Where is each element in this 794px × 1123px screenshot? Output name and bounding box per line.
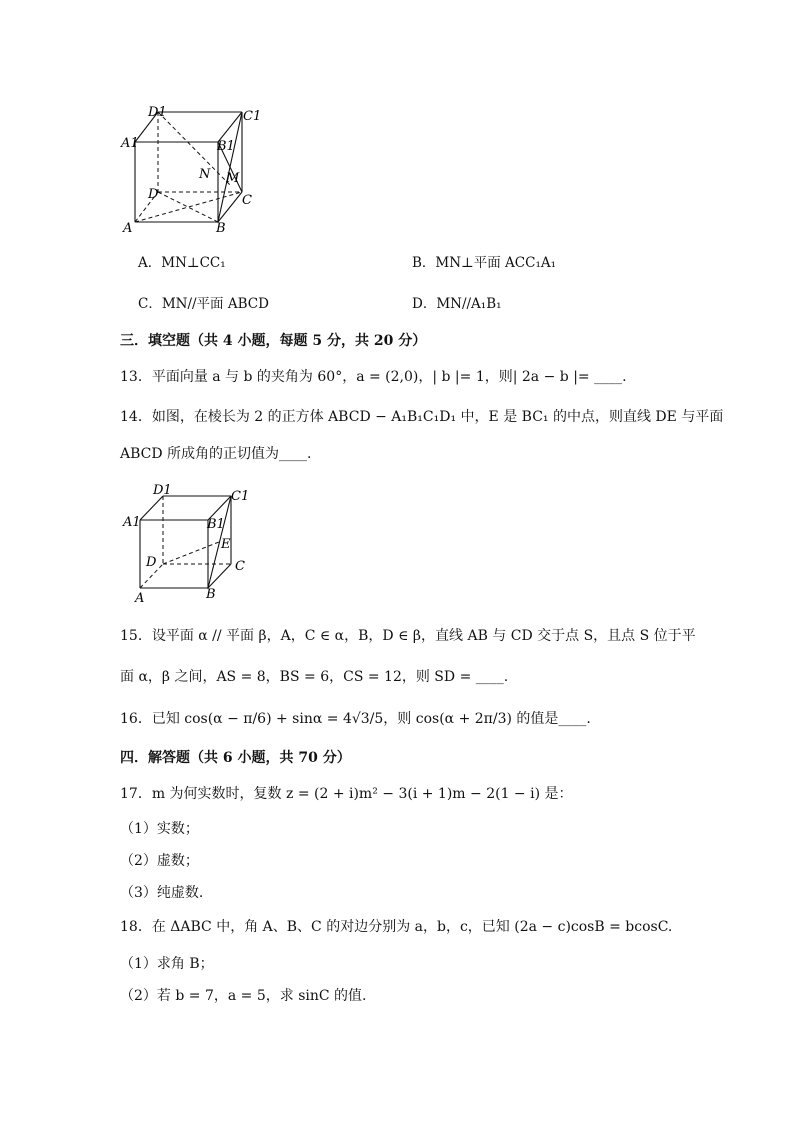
label-A1: A1 (121, 136, 139, 151)
label-B: B (216, 221, 226, 236)
question-15-line2: 面 α，β 之间，AS = 8，BS = 6，CS = 12，则 SD = ____. (120, 669, 509, 685)
section4-title: 四．解答题（共 6 小题，共 70 分） (120, 750, 351, 766)
question-18-stem: 18．在 ΔABC 中，角 A、B、C 的对边分别为 a，b，c，已知 (2a − c)cosB = bcosC. (120, 919, 673, 935)
label-C: C (235, 559, 245, 574)
label-D: D (148, 187, 159, 202)
question-17-part2: （2）虚数； (120, 853, 199, 869)
label-C1: C1 (243, 109, 262, 124)
option-b: B．MN⊥平面 ACC₁A₁ (412, 255, 557, 271)
question-16: 16．已知 cos(α − π/6) + sinα = 4√3/5，则 cos(α + 2π/3) 的值是____. (120, 711, 591, 727)
label-A1: A1 (123, 515, 141, 530)
option-a: A．MN⊥CC₁ (138, 255, 226, 271)
question-13: 13．平面向量 a 与 b 的夹角为 60°，a = (2,0)，| b |= 1，则| 2a − b |= ____. (120, 369, 627, 385)
question-17-part3: （3）纯虚数. (120, 885, 204, 901)
label-A: A (123, 221, 133, 236)
question-18-part1: （1）求角 B； (120, 956, 214, 972)
label-C: C (242, 193, 252, 208)
label-B1: B1 (207, 517, 225, 532)
section3-title: 三．填空题（共 4 小题，每题 5 分，共 20 分） (120, 333, 427, 349)
label-B1: B1 (217, 139, 235, 154)
question-18-part2: （2）若 b = 7，a = 5，求 sinC 的值. (120, 988, 367, 1004)
label-D1: D1 (148, 105, 167, 120)
label-E: E (221, 537, 231, 552)
option-d: D．MN//A₁B₁ (412, 296, 502, 312)
option-c: C．MN//平面 ABCD (138, 296, 269, 312)
cube-figure-q14 (115, 480, 265, 610)
label-C1: C1 (231, 489, 250, 504)
label-D: D (146, 555, 157, 570)
cube-figure-q12 (115, 100, 265, 240)
question-15-line1: 15．设平面 α // 平面 β，A，C ∈ α，B，D ∈ β，直线 AB 与 CD 交于点 S，且点 S 位于平 (120, 628, 696, 644)
question-17-part1: （1）实数； (120, 821, 199, 837)
question-14-line2: ABCD 所成角的正切值为____. (120, 446, 312, 462)
label-M: M (226, 171, 240, 186)
question-14-line1: 14．如图，在棱长为 2 的正方体 ABCD − A₁B₁C₁D₁ 中，E 是 BC₁ 的中点，则直线 DE 与平面 (120, 409, 724, 425)
label-B: B (206, 587, 216, 602)
label-A: A (135, 591, 145, 606)
label-N: N (199, 167, 211, 182)
question-17-stem: 17．m 为何实数时，复数 z = (2 + i)m² − 3(i + 1)m − 2(1 − i) 是： (120, 786, 573, 802)
label-D1: D1 (153, 483, 172, 498)
